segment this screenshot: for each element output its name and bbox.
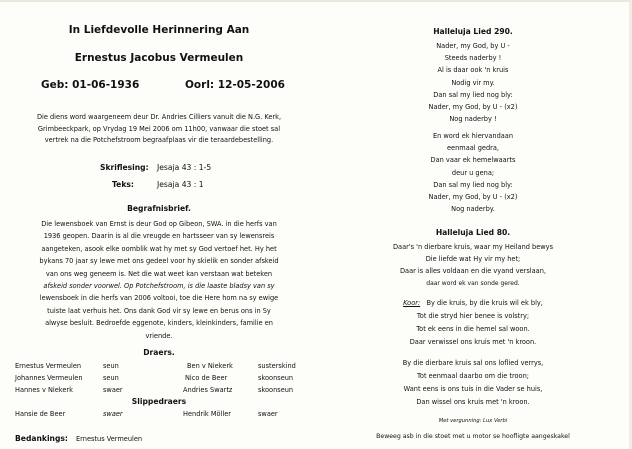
hymn2-chorus [318,297,628,349]
deceased-name: Ernestus Jacobus Vermeulen [74,52,244,64]
reading-value: Jesaja 43 : 1-5 [157,163,212,172]
hymn2-title: Halleluja Lied 80. [435,228,511,237]
chorus-first-line: By die kruis, by die kruis wil ek bly, [426,299,543,307]
bearers-title: Draers. [143,348,175,357]
lyric-line: eenmaal gedra, [447,144,499,153]
lyric-line: Daar verwissel ons kruis met 'n kroon. [409,338,537,346]
eulogy-line: afskeid sonder voorwel. Op Potchefstroom, is die laaste bladsy van sy [43,282,275,291]
eulogy-line: van ons weg geneem is. Net die wat weet kan verstaan wat beteken [45,269,273,278]
reading-label: Skriflesing: [100,163,149,172]
lyric-line: Nog naderby ! [449,115,497,124]
bearer-relation: swaer [103,410,123,418]
birth-date: Geb: 01-06-1936 [41,79,140,91]
lyric-line: By die dierbare kruis sal ons loflied verrys, [402,359,544,367]
lyric-line: Daar's 'n dierbare kruis, waar my Heiland bewys [392,243,554,251]
lyric-line: Want eens is ons tuis in die Vader se huis, [403,385,543,393]
bearer-relation: seun [103,362,119,370]
lyric-line: Nodig vir my. [451,78,495,87]
lyric-line: Dan sal my lied nog bly: [433,180,513,189]
hymn1-verse1 [318,40,628,125]
text-label: Teks: [112,180,134,189]
bearer-name: Hannes v Niekerk [15,386,73,394]
lyric-line: Tot die stryd hier benee is volstry; [416,312,530,320]
bearer-relation: skoonseun [258,374,294,382]
bearer-relation: susterskind [258,362,296,370]
bearer-name: Andries Swartz [183,386,233,394]
eulogy-line: aangeteken, asook elke oomblik wat hy met sy God vertoef het. Hy het [41,244,277,253]
eulogy-title: Begrafnisbrief. [127,204,191,213]
permission-note: Met vergunning: Lux Verbi [438,418,508,424]
bearer-name: Hansie de Beer [15,410,66,418]
thanks-value: Ernestus Vermeulen [76,435,143,443]
lyric-line: Dan vaar ek hemelwaarts [430,156,516,165]
eulogy-line: vriende. [145,331,173,340]
hymn1-verse2 [318,130,628,215]
lyric-line: Die liefde wat Hy vir my het; [425,255,521,264]
eulogy-line: bykans 70 jaar sy lewe met ons gedeel voor hy skielik en sonder afskeid [39,257,279,266]
service-details [0,112,318,147]
slip-bearers-title: Slippedraers [131,397,187,406]
hymn2-verse2 [318,357,628,409]
lyric-line: deur u gena; [451,168,495,177]
hymn2-verse1 [318,241,628,290]
bearer-name: Ben v Niekerk [187,362,233,370]
service-line: Grimbeeckpark, op Vrydag 19 Mei 2006 om 11h00, vanwaar die stoet sal [37,124,281,133]
lyric-line: Tot eenmaal daarbo om die troon; [417,372,529,380]
lyric-line: Nader, my God, by U - [436,42,510,50]
footer-note: Beweeg asb in die stoet met u motor se hoofligte aangeskakel [376,433,570,440]
bearer-name: Hendrik Möller [183,410,231,418]
lyric-line: Dan sal my lied nog bly: [433,90,513,99]
bearer-name: Ernestus Vermeulen [15,362,82,370]
eulogy-line: lewensboek in die herfs van 2006 voltooi, toe die Here hom na sy ewige [39,294,279,303]
chorus-label: Koor: [403,299,421,307]
lyric-line: Dan wissel ons kruis met 'n kroon. [416,398,530,406]
bearer-relation: seun [103,374,119,382]
eulogy-line: 1936 geopen. Daarin is al die vreugde en hartsseer van sy lewensreis [43,232,275,241]
lyric-line: Nader, my God, by U - (x2) [428,193,518,202]
lyric-line: daar word ek van sonde gered. [426,279,520,287]
lyric-line: Nader, my God, by U - (x2) [428,103,518,112]
right-page [318,0,632,449]
eulogy-text [0,218,318,342]
lyric-line [318,297,628,310]
bearer-relation: skoonseun [258,386,294,394]
thanks-label: Bedankings: [15,434,68,443]
eulogy-line: tuiste laat verhuis het. Ons dank God vir sy lewe en berus ons in Sy [47,306,271,315]
hymn1-title: Halleluja Lied 290. [433,27,513,36]
eulogy-line: Die lewensboek van Ernst is deur God op Gibeon, SWA. in die herfs van [41,220,277,228]
lyric-line: Nog naderby. [451,205,495,214]
service-line: vertrek na die Potchefstroom begraafplaas vir die teraardebestelling. [44,136,274,144]
text-value: Jesaja 43 : 1 [157,180,204,189]
bearer-relation: swaer [258,410,278,418]
death-date: Oorl: 12-05-2006 [185,79,285,91]
bearer-name: Johannes Vermeulen [15,374,83,382]
lyric-line: Steeds naderby ! [444,54,502,63]
service-line: Die diens word waargeneem deur Dr. Andries Cilliers vanuit die N.G. Kerk, [36,113,282,121]
lyric-line: Daar is alles voldaan en die vyand verslaan, [399,267,547,276]
lyric-line: Tot ek eens in die hemel sal woon. [416,325,530,333]
lyric-line: Al is daar ook 'n kruis [437,66,509,75]
lyric-line: En word ek hiervandaan [432,132,514,140]
memorial-heading: In Liefdevolle Herinnering Aan [68,24,250,36]
bearer-name: Nico de Beer [185,374,228,382]
eulogy-line: alwyse besluit. Bedroefde eggenote, kinders, kleinkinders, familie en [45,319,273,328]
bearer-relation: swaer [103,386,123,394]
